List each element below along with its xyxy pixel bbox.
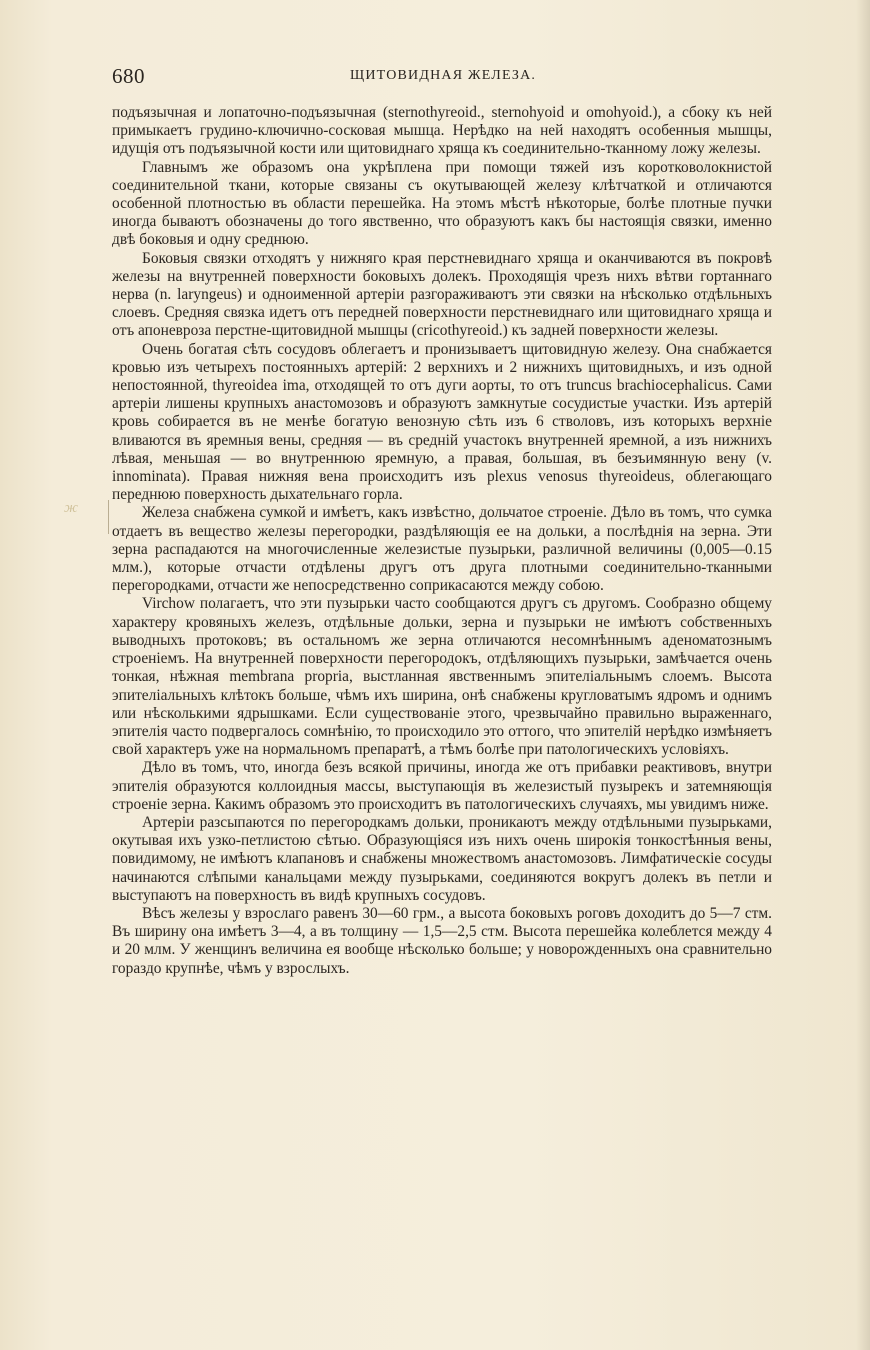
body-text [112,104,772,978]
margin-line [108,500,109,534]
margin-annotation: ж [64,500,78,516]
page-number: 680 [112,64,145,88]
paragraph: Артеріи разсыпаются по перегородкамъ дольки, проникаютъ между отдѣльными пузырьками, окутывая ихъ узко-петлистою сѣтью. Образующіяся изъ нихъ очень широкія тонкостѣнныя вены, повидимому, не имѣютъ клапановъ и снабжены множествомъ анастомозовъ. Лимфатическіе сосуды начинаются слѣпыми канальцами между пузырьками, соединяются вокругъ долекъ въ петли и выступаютъ на поверхность въ видѣ крупныхъ сосудовъ. [112,813,772,904]
paragraph: Очень богатая сѣть сосудовъ облегаетъ и пронизываетъ щитовидную железу. Она снабжается кровью изъ четырехъ постоянныхъ артерій: 2 верхнихъ и 2 нижнихъ щитовидныхъ, и изъ одной непостоянной, thyreoidea ima, отходящей то отъ дуги аорты, то отъ truncus brachiocephalicus. Сами артеріи лишены крупныхъ анастомозовъ и образуютъ замкнутые сосудистые участки. Изъ артерій кровь собирается въ не менѣе богатую венозную сѣть изъ 6 стволовъ, изъ которыхъ верхніе вливаются въ яремныя вены, средняя — въ средній участокъ внутренней яремной, а изъ нижнихъ лѣвая, меньшая — во внутреннюю яремную, а правая, большая, въ безъимянную вену (v. innominata). Правая нижняя вена происходитъ изъ plexus venosus thyreoideus, облегающаго переднюю поверхность дыхательнаго горла. [112,340,772,504]
paragraph: Главнымъ же образомъ она укрѣплена при помощи тяжей изъ коротковолокнистой соединительной ткани, которые связаны съ окутывающей железу клѣтчаткой и отличаются особенной плотностью въ области перешейка. На этомъ мѣстѣ нѣкоторые, болѣе плотные пучки иногда бываютъ обозначены до того явственно, что образуютъ какъ бы настоящія связки, именно двѣ боковыя и одну среднюю. [112,158,772,249]
paragraph: Вѣсъ железы у взрослаго равенъ 30—60 грм., а высота боковыхъ роговъ доходитъ до 5—7 стм. Въ ширину она имѣетъ 3—4, а въ толщину — 1,5—2,5 стм. Высота перешейка колеблется между 4 и 20 млм. У женщинъ величина ея вообще нѣсколько больше; у новорожденныхъ она сравнительно гораздо крупнѣе, чѣмъ у взрослыхъ. [112,904,772,977]
paragraph: Дѣло въ томъ, что, иногда безъ всякой причины, иногда же отъ прибавки реактивовъ, внутри эпителія образуются коллоидныя массы, выступающія въ железистый пузырекъ и затемняющія строеніе зерна. Какимъ образомъ это происходитъ въ патологическихъ случаяхъ, мы увидимъ ниже. [112,759,772,813]
running-title: ЩИТОВИДНАЯ ЖЕЛЕЗА. [350,68,537,83]
page-header [112,64,772,94]
paragraph: Virchow полагаетъ, что эти пузырьки часто сообщаются другъ съ другомъ. Сообразно общему характеру кровяныхъ железъ, отдѣльные дольки, зерна и пузырьки не имѣютъ собственныхъ выводныхъ протоковъ; въ остальномъ же зерна отличаются несомнѣннымъ аденоматознымъ строеніемъ. На внутренней поверхности перегородокъ, отдѣляющихъ пузырьки, замѣчается очень тонкая, нѣжная membrana propria, выстланная явственнымъ эпителіальнымъ слоемъ. Высота эпителіальныхъ клѣтокъ больше, чѣмъ ихъ ширина, онѣ снабжены кругловатымъ ядромъ и однимъ или нѣсколькими ядрышками. Если существованіе этого, чрезвычайно правильно выраженнаго, эпителія часто подвергалось сомнѣнію, то происходило это оттого, что эпителій нерѣдко измѣняетъ свой характеръ уже на нормальномъ препаратѣ, а тѣмъ болѣе при патологическихъ условіяхъ. [112,595,772,759]
paragraph: подъязычная и лопаточно-подъязычная (sternothyreoid., sternohyoid и omohyoid.), а сбоку къ ней примыкаетъ грудино-ключично-сосковая мышца. Нерѣдко на ней находятъ особенныя мышцы, идущія отъ подъязычной кости или щитовиднаго хряща къ соединительно-тканному ложу железы. [112,104,772,158]
paragraph: Железа снабжена сумкой и имѣетъ, какъ извѣстно, дольчатое строеніе. Дѣло въ томъ, что сумка отдаетъ въ вещество железы перегородки, раздѣляющія ее на дольки, а послѣднія на зерна. Эти зерна распадаются на многочисленные железистые пузырьки, различной величины (0,005—0.15 млм.), которые отчасти отдѣлены другъ отъ друга плотными соединительно-тканными перегородками, отчасти же непосредственно соприкасаются между собою. [112,504,772,595]
paragraph: Боковыя связки отходятъ у нижняго края перстневиднаго хряща и оканчиваются въ покровѣ железы на внутренней поверхности боковыхъ долекъ. Проходящія чрезъ нихъ вѣтви гортаннаго нерва (n. laryngeus) и одноименной артеріи разгораживаютъ эти связки на нѣсколько отдѣльныхъ слоевъ. Средняя связка идетъ отъ передней поверхности перстневиднаго или щитовиднаго хряща и отъ апоневроза перстне-щитовидной мышцы (cricothyreoid.) къ задней поверхности железы. [112,249,772,340]
page-edge-shadow [856,0,870,1350]
